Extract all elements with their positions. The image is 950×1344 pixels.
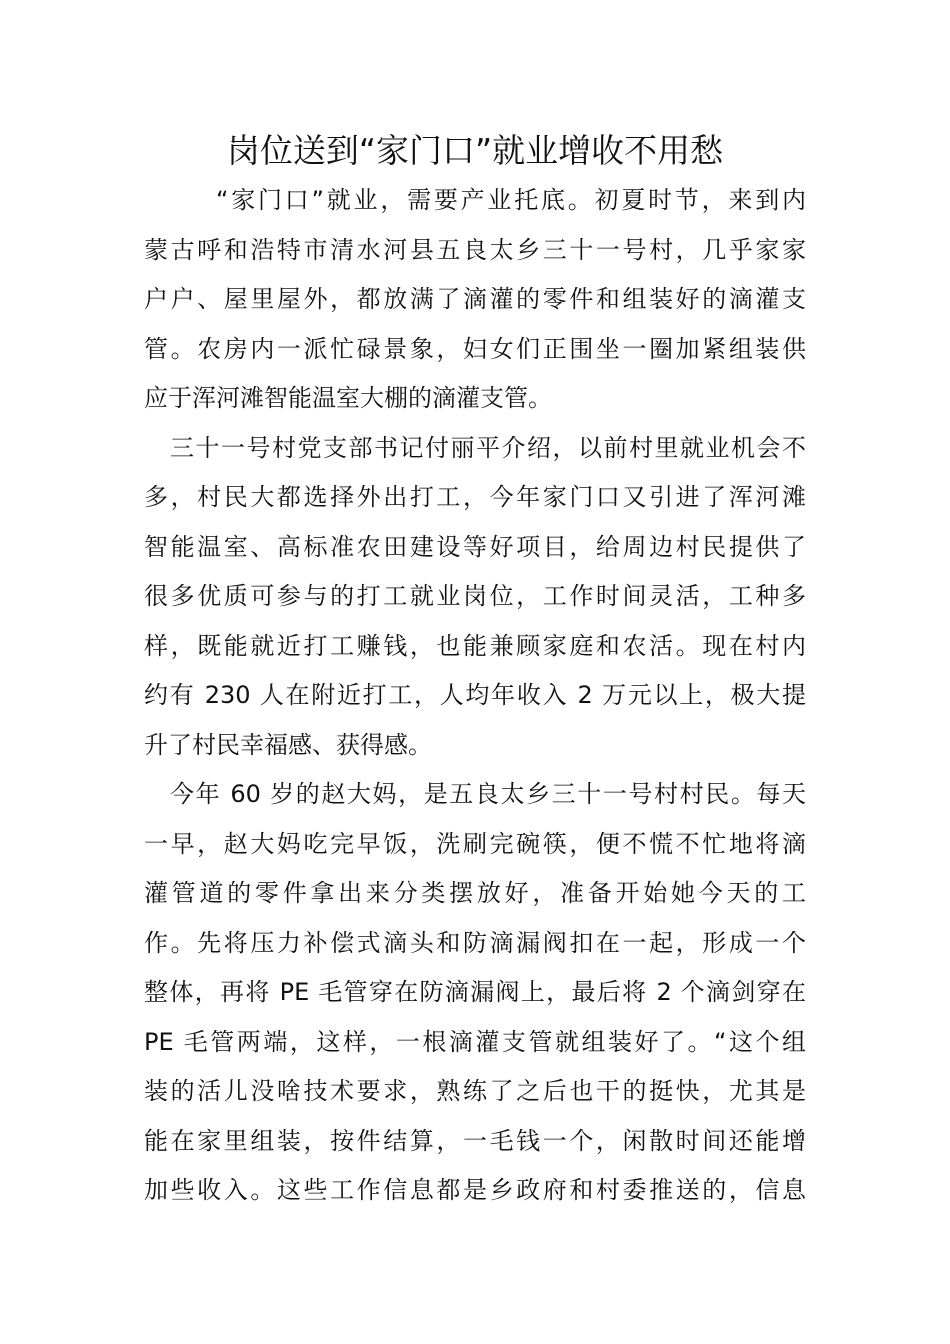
paragraph-line: 样，既能就近打工赚钱，也能兼顾家庭和农活。现在村内 (144, 631, 806, 660)
paragraph-3 (144, 770, 806, 1216)
paragraph-line: 装的活儿没啥技术要求，熟练了之后也干的挺快，尤其是 (144, 1077, 806, 1105)
paragraph-line: 很多优质可参与的打工就业岗位，工作时间灵活，工种多 (144, 582, 806, 610)
paragraph-line: 约有 230 人在附近打工，人均年收入 2 万元以上，极大提 (144, 681, 806, 709)
paragraph-line: 作。先将压力补偿式滴头和防滴漏阀扣在一起，形成一个 (144, 928, 806, 957)
paragraph-line: 三十一号村党支部书记付丽平介绍，以前村里就业机会不 (170, 433, 806, 462)
paragraph-line: 今年 60 岁的赵大妈，是五良太乡三十一号村村民。每天 (170, 780, 806, 808)
document-body (144, 176, 806, 1216)
paragraph-line: 灌管道的零件拿出来分类摆放好，准备开始她今天的工 (144, 879, 806, 907)
paragraph-2 (144, 424, 806, 771)
paragraph-line: 加些收入。这些工作信息都是乡政府和村委推送的，信息 (144, 1176, 806, 1204)
paragraph-line: 应于浑河滩智能温室大棚的滴灌支管。 (144, 384, 552, 412)
paragraph-line: “家门口”就业，需要产业托底。初夏时节，来到内 (216, 186, 806, 214)
paragraph-line: 管。农房内一派忙碌景象，妇女们正围坐一圈加紧组装供 (144, 334, 806, 363)
document-title: 岗位送到“家门口”就业增收不用愁 (226, 131, 724, 170)
paragraph-line: 蒙古呼和浩特市清水河县五良太乡三十一号村，几乎家家 (144, 235, 806, 264)
paragraph-line: 户户、屋里屋外，都放满了滴灌的零件和组装好的滴灌支 (144, 285, 806, 313)
paragraph-line: 智能温室、高标准农田建设等好项目，给周边村民提供了 (144, 532, 806, 561)
paragraph-line: 能在家里组装，按件结算，一毛钱一个，闲散时间还能增 (144, 1126, 806, 1155)
paragraph-line: 整体，再将 PE 毛管穿在防滴漏阀上，最后将 2 个滴剑穿在 (144, 978, 806, 1006)
paragraph-line: 升了村民幸福感、获得感。 (144, 730, 432, 759)
paragraph-line: 一早，赵大妈吃完早饭，洗刷完碗筷，便不慌不忙地将滴 (144, 829, 806, 858)
paragraph-line: 多，村民大都选择外出打工，今年家门口又引进了浑河滩 (144, 483, 806, 511)
paragraph-1 (144, 176, 806, 424)
paragraph-line: PE 毛管两端，这样，一根滴灌支管就组装好了。“这个组 (144, 1027, 806, 1056)
